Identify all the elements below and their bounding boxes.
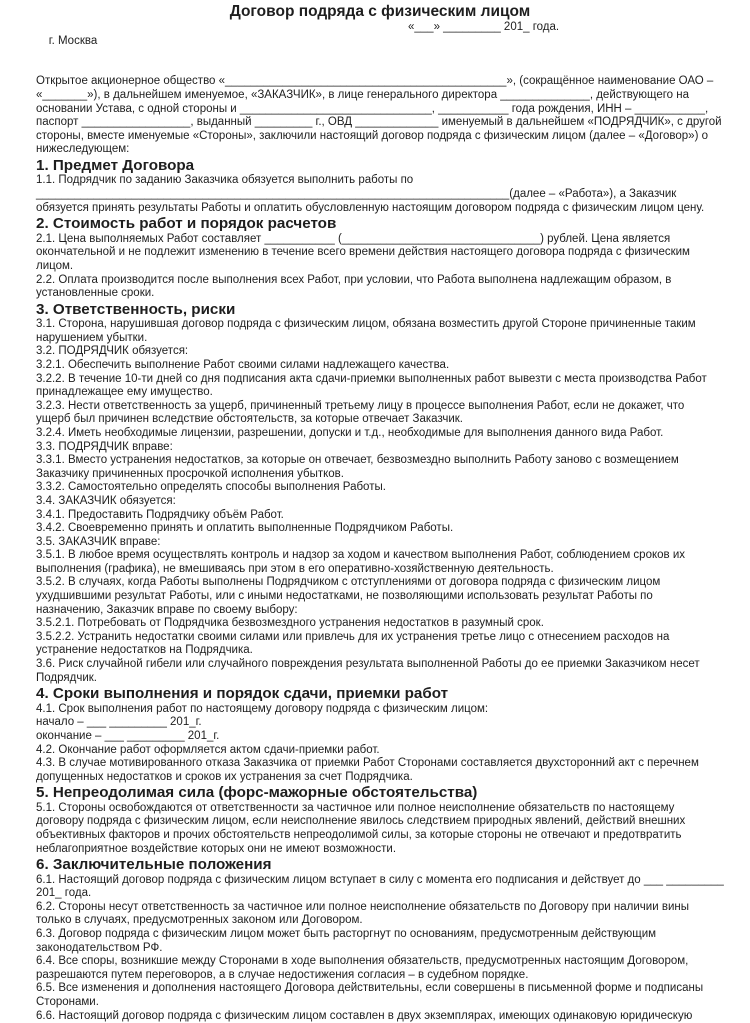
document-text-line: 3.5.2. В случаях, когда Работы выполнены Подрядчиком с отступлениями от договора подряда с физическим лицом	[36, 576, 661, 589]
document-text-line: выполнения (графика), не вмешиваясь при этом в его оперативно-хозяйственную деятельность.	[36, 562, 554, 575]
preamble-line: основании Устава, с одной стороны и ______________________________, ___________ года рождения, ИНН – ___________,	[36, 102, 709, 115]
document-text-line: назначению, Заказчик вправе по своему выбору:	[36, 603, 298, 616]
date-blank: «___» _________ 201_ года.	[408, 21, 560, 33]
sections	[36, 157, 724, 1023]
document-text-line: объективных факторов и прочих обстоятельств непреодолимой силы, за которые стороны не отвечают и предотвратить	[36, 828, 682, 841]
document-text-line: 3.3.2. Самостоятельно определять способы выполнения Работы.	[36, 481, 386, 494]
document-text-line: 1.1. Подрядчик по заданию Заказчика обязуется выполнить работы по	[36, 174, 414, 187]
section-heading: 4. Сроки выполнения и порядок сдачи, приемки работ	[36, 685, 449, 703]
document-text-line: Заказчику причиненных просрочкой исполнения убытков.	[36, 467, 344, 480]
document-text-line: 3.1. Сторона, нарушившая договор подряда с физическим лицом, обязана возместить другой Стороне причиненные таким	[36, 318, 696, 331]
document-text-line: 3.2.2. В течение 10-ти дней со дня подписания акта сдачи-приемки выполненных работ вывезти с места производства Работ	[36, 372, 707, 385]
city-label: г. Москва	[48, 34, 98, 47]
document-text-line: обязуется принять результаты Работы и оплатить обусловленную настоящим договором подряда с физическим лицом цену.	[36, 201, 705, 214]
preamble	[36, 75, 724, 157]
document-text-line: 3.4. ЗАКАЗЧИК обязуется:	[36, 494, 176, 507]
document-text-line: 3.3. ПОДРЯДЧИК вправе:	[36, 440, 173, 453]
document-text-line: 3.2.3. Нести ответственность за ущерб, причиненный третьему лицу в процессе выполнения Работ, если не докажет, что	[36, 399, 685, 412]
section	[36, 215, 724, 300]
document-text-line: 201_ года.	[36, 887, 92, 900]
section	[36, 301, 724, 686]
document-text-line: принадлежащее ему имущество.	[36, 386, 213, 399]
document-text-line: 3.2.1. Обеспечить выполнение Работ своими силами надлежащего качества.	[36, 358, 450, 371]
preamble-line: Открытое акционерное общество «____________________________________________», (сокращённое наименование ОАО –	[36, 75, 714, 88]
document-text-line: 6.4. Все споры, возникшие между Сторонами в ходе выполнения обязательств, предусмотренных настоящим Договором,	[36, 955, 689, 968]
document-text-line: 3.5.2.2. Устранить недостатки своими силами или привлечь для их устранения третье лицо с отнесением расходов на	[36, 630, 670, 643]
document-text-line: начало – ___ _________ 201_г.	[36, 716, 202, 729]
document-text-line: Подрядчик.	[36, 671, 97, 684]
document-text-line: 6.1. Настоящий договор подряда с физическим лицом вступает в силу с момента его подписания и действует до ___ _________	[36, 873, 724, 886]
document-text-line: 3.5. ЗАКАЗЧИК вправе:	[36, 535, 161, 548]
document-text-line: допущенных недостатков и сроков их устранения за счет Подрядчика.	[36, 770, 413, 783]
document-text-line: ущерб был причинен вследствие обстоятельств, за которые отвечает Заказчик.	[36, 413, 463, 426]
document-text-line: 2.2. Оплата производится после выполнения всех Работ, при условии, что Работа выполнена надлежащим образом, в	[36, 273, 672, 286]
document-text-line: окончание – ___ _________ 201_г.	[36, 729, 220, 742]
section-heading: 5. Непреодолимая сила (форс-мажорные обстоятельства)	[36, 784, 478, 802]
document-title: Договор подряда с физическим лицом	[229, 3, 531, 20]
section-heading: 1. Предмет Договора	[36, 156, 195, 174]
section-heading: 2. Стоимость работ и порядок расчетов	[36, 215, 337, 233]
document-text-line: 2.1. Цена выполняемых Работ составляет ___________ (_______________________________) рублей. Цена является	[36, 232, 671, 245]
document-text-line: 6.6. Настоящий договор подряда с физическим лицом составлен в двух экземплярах, имеющих одинаковую юридическую	[36, 1009, 693, 1022]
document-text-line: 6.5. Все изменения и дополнения настоящего Договора действительны, если совершены в письменной форме и подписаны	[36, 982, 704, 995]
document-text-line: разрешаются путем переговоров, а в случае недостижения согласия – в судебном порядке.	[36, 968, 529, 981]
section-heading: 6. Заключительные положения	[36, 856, 272, 874]
section	[36, 685, 724, 784]
document-text-line: 4.3. В случае мотивированного отказа Заказчика от приемки Работ Сторонами составляется двухсторонний акт с перечнем	[36, 757, 699, 770]
document-text-line: окончательной и не подлежит изменению в течение всего времени действия настоящего договора подряда с физическим	[36, 246, 690, 259]
document-text-line: установленные сроки.	[36, 287, 155, 300]
section	[36, 157, 724, 215]
document-text-line: 3.3.1. Вместо устранения недостатков, за которые он отвечает, безвозмездно выполнить Работу заново с возмещением	[36, 454, 679, 467]
preamble-line: нижеследующем:	[36, 143, 130, 156]
document-text-line: 4.2. Окончание работ оформляется актом сдачи-приемки работ.	[36, 743, 380, 756]
document-text-line: неблагоприятное воздействие которых они не имеют возможности.	[36, 842, 397, 855]
document-text-line: 3.4.2. Своевременно принять и оплатить выполненные Подрядчиком Работы.	[36, 522, 454, 535]
preamble-line: стороны, вместе именуемые «Стороны», заключили настоящий договор подряда с физическим лицом (далее – «Договор») о	[36, 129, 708, 142]
document-text-line: 3.6. Риск случайной гибели или случайного повреждения результата выполненной Работы до ее приемки Заказчиком несет	[36, 658, 700, 671]
document-text-line: законодательством РФ.	[36, 941, 163, 954]
preamble-line: «_______»), в дальнейшем именуемое, «ЗАКАЗЧИК», в лице генерального директора ______________, действующего на	[36, 88, 689, 101]
header-row	[36, 21, 724, 75]
document-text-line: 6.2. Стороны несут ответственность за частичное или полное неисполнение обязательств по Договору при наличии вины	[36, 900, 689, 913]
document-text-line: 3.2. ПОДРЯДЧИК обязуется:	[36, 345, 189, 358]
document-text-line: ухудшившими результат Работы, или с иными недостатками, не позволяющими использовать результат Работы по	[36, 590, 653, 603]
document-text-line: 3.5.2.1. Потребовать от Подрядчика безвозмездного устранения недостатков в разумный срок.	[36, 617, 544, 630]
document-text-line: 3.2.4. Иметь необходимые лицензии, разрешении, допуски и т.д., необходимые для выполнения данного вида Работ.	[36, 426, 664, 439]
document-text-line: 4.1. Срок выполнения работ по настоящему договору подряда с физическим лицом:	[36, 702, 489, 715]
document-text-line: Сторонами.	[36, 996, 99, 1008]
section	[36, 784, 724, 856]
document-text-line: __________________________________________________________________________(далее – «Работа»), а Заказчик	[36, 188, 677, 201]
document-text-line: только в случаях, предусмотренных законом или Договором.	[36, 914, 363, 927]
document-text-line: 5.1. Стороны освобождаются от ответственности за частичное или полное неисполнение обязательств по настоящему	[36, 801, 675, 814]
document-text-line: устранение недостатков на Подрядчика.	[36, 644, 253, 657]
document-text-line: лицом.	[36, 259, 74, 272]
document-text-line: нарушением убытки.	[36, 331, 148, 344]
section-heading: 3. Ответственность, риски	[36, 300, 236, 318]
section	[36, 856, 724, 1023]
document-text-line: 3.5.1. В любое время осуществлять контроль и надзор за ходом и качеством выполнения Работ, соблюдением сроков их	[36, 549, 686, 562]
document-text-line: 6.3. Договор подряда с физическим лицом может быть расторгнут по основаниям, предусмотренным действующим	[36, 928, 657, 941]
document-text-line: 3.4.1. Предоставить Подрядчику объём Работ.	[36, 508, 284, 521]
preamble-line: паспорт _________________, выданный _________ г., ОВД _____________ именуемый в дальнейшем «ПОДРЯДЧИК», с другой	[36, 116, 722, 129]
document-text-line: договору подряда с физическим лицом, если неисполнение явилось следствием природных явлений, действий внешних	[36, 815, 686, 828]
